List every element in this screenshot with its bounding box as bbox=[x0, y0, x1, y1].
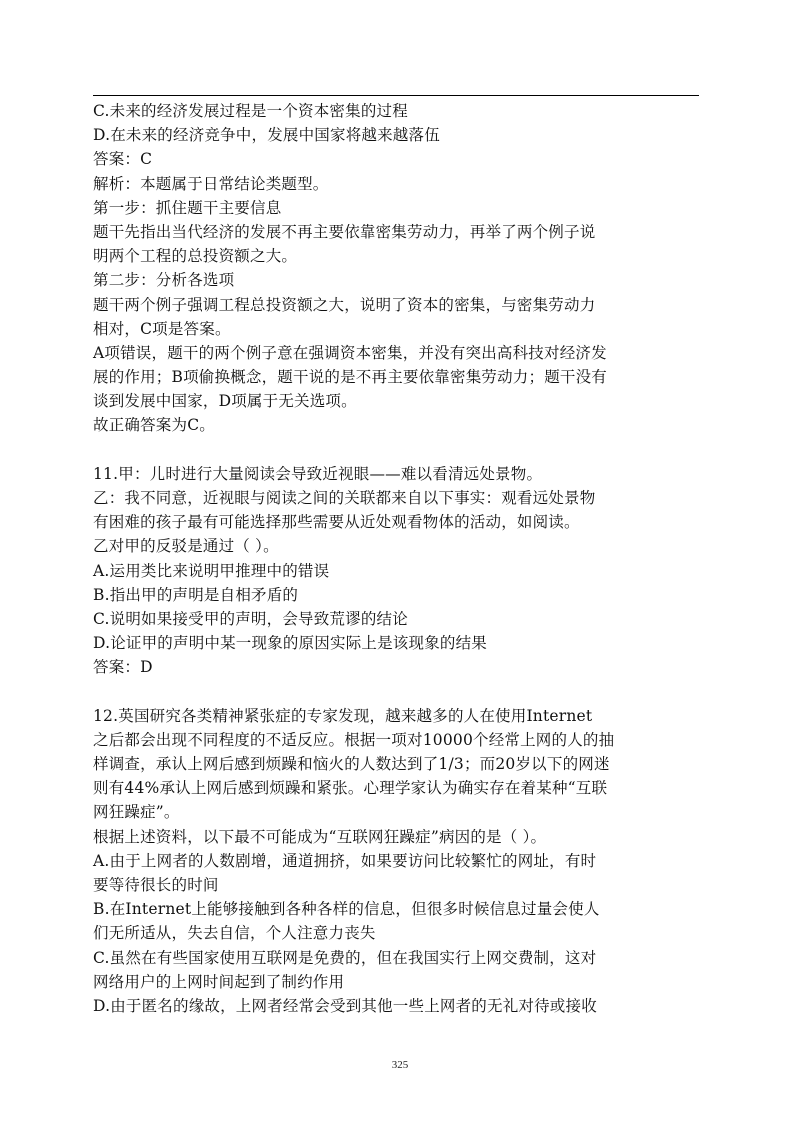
document-body bbox=[93, 99, 705, 1018]
prev-conclusion: 故正确答案为C。 bbox=[93, 416, 215, 435]
step2-title: 第二步：分析各选项 bbox=[93, 271, 235, 290]
header-rule bbox=[93, 95, 699, 96]
paragraph-gap bbox=[93, 438, 705, 462]
step2-text-line: 谈到发展中国家，D项属于无关选项。 bbox=[93, 392, 357, 411]
q11-stem-line: 乙对甲的反驳是通过（ ）。 bbox=[93, 537, 279, 556]
q12-stem-line: 之后都会出现不同程度的不适反应。根据一项对10000个经常上网的人的抽 bbox=[93, 730, 615, 749]
prev-answer: 答案：C bbox=[93, 150, 153, 169]
q11-option-c: C.说明如果接受甲的声明，会导致荒谬的结论 bbox=[93, 609, 408, 628]
step2-text-line: 相对，C项是答案。 bbox=[93, 319, 231, 338]
step2-text-line: 展的作用；B项偷换概念，题干说的是不再主要依靠密集劳动力；题干没有 bbox=[93, 368, 607, 387]
q12-option-a-cont: 要等待很长的时间 bbox=[93, 876, 219, 894]
prev-analysis: 解析：本题属于日常结论类题型。 bbox=[93, 174, 329, 193]
q11-option-b: B.指出甲的声明是自相矛盾的 bbox=[93, 585, 299, 604]
q11-stem-line: 11.甲：儿时进行大量阅读会导致近视眼——难以看清远处景物。 bbox=[93, 464, 543, 483]
q12-stem-line: 样调查，承认上网后感到烦躁和恼火的人数达到了1/3；而20岁以下的网迷 bbox=[93, 755, 610, 774]
paragraph-gap bbox=[93, 680, 705, 704]
q11-option-d: D.论证甲的声明中某一现象的原因实际上是该现象的结果 bbox=[93, 634, 488, 653]
q12-option-c: C.虽然在有些国家使用互联网是免费的，但在我国实行上网交费制，这对 bbox=[93, 948, 597, 967]
q12-stem-line: 根据上述资料，以下最不可能成为“互联网狂躁症”病因的是（ ）。 bbox=[93, 827, 547, 846]
q12-option-c-cont: 网络用户的上网时间起到了制约作用 bbox=[93, 972, 345, 991]
step2-text-line: A项错误，题干的两个例子意在强调资本密集，并没有突出高科技对经济发 bbox=[93, 343, 607, 362]
q12-stem-line: 12.英国研究各类精神紧张症的专家发现，越来越多的人在使用Internet bbox=[93, 706, 593, 725]
q12-option-b-cont: 们无所适从，失去自信，个人注意力丧失 bbox=[93, 924, 376, 943]
q12-stem-line: 则有44%承认上网后感到烦躁和紧张。心理学家认为确实存在着某种“互联 bbox=[93, 779, 608, 798]
q12-option-a: A.由于上网者的人数剧增，通道拥挤，如果要访问比较繁忙的网址，有时 bbox=[93, 851, 597, 870]
q11-option-a: A.运用类比来说明甲推理中的错误 bbox=[93, 561, 330, 580]
prev-option-d: D.在未来的经济竞争中，发展中国家将越来越落伍 bbox=[93, 126, 440, 145]
q12-option-d: D.由于匿名的缘故，上网者经常会受到其他一些上网者的无礼对待或接收 bbox=[93, 996, 597, 1015]
q12-option-b: B.在Internet上能够接触到各种各样的信息，但很多时候信息过量会使人 bbox=[93, 900, 600, 919]
q12-stem-line: 网狂躁症”。 bbox=[93, 803, 180, 822]
q11-stem-line: 有困难的孩子最有可能选择那些需要从近处观看物体的活动，如阅读。 bbox=[93, 513, 580, 532]
step2-text-line: 题干两个例子强调工程总投资额之大，说明了资本的密集，与密集劳动力 bbox=[93, 295, 596, 314]
q11-answer: 答案：D bbox=[93, 658, 153, 677]
step1-text-line: 明两个工程的总投资额之大。 bbox=[93, 247, 298, 266]
prev-option-c: C.未来的经济发展过程是一个资本密集的过程 bbox=[93, 102, 408, 120]
step1-title: 第一步：抓住题干主要信息 bbox=[93, 198, 282, 217]
q11-stem-line: 乙：我不同意，近视眼与阅读之间的关联都来自以下事实：观看远处景物 bbox=[93, 489, 596, 507]
step1-text-line: 题干先指出当代经济的发展不再主要依靠密集劳动力，再举了两个例子说 bbox=[93, 222, 596, 241]
page-number: 325 bbox=[391, 1059, 409, 1071]
